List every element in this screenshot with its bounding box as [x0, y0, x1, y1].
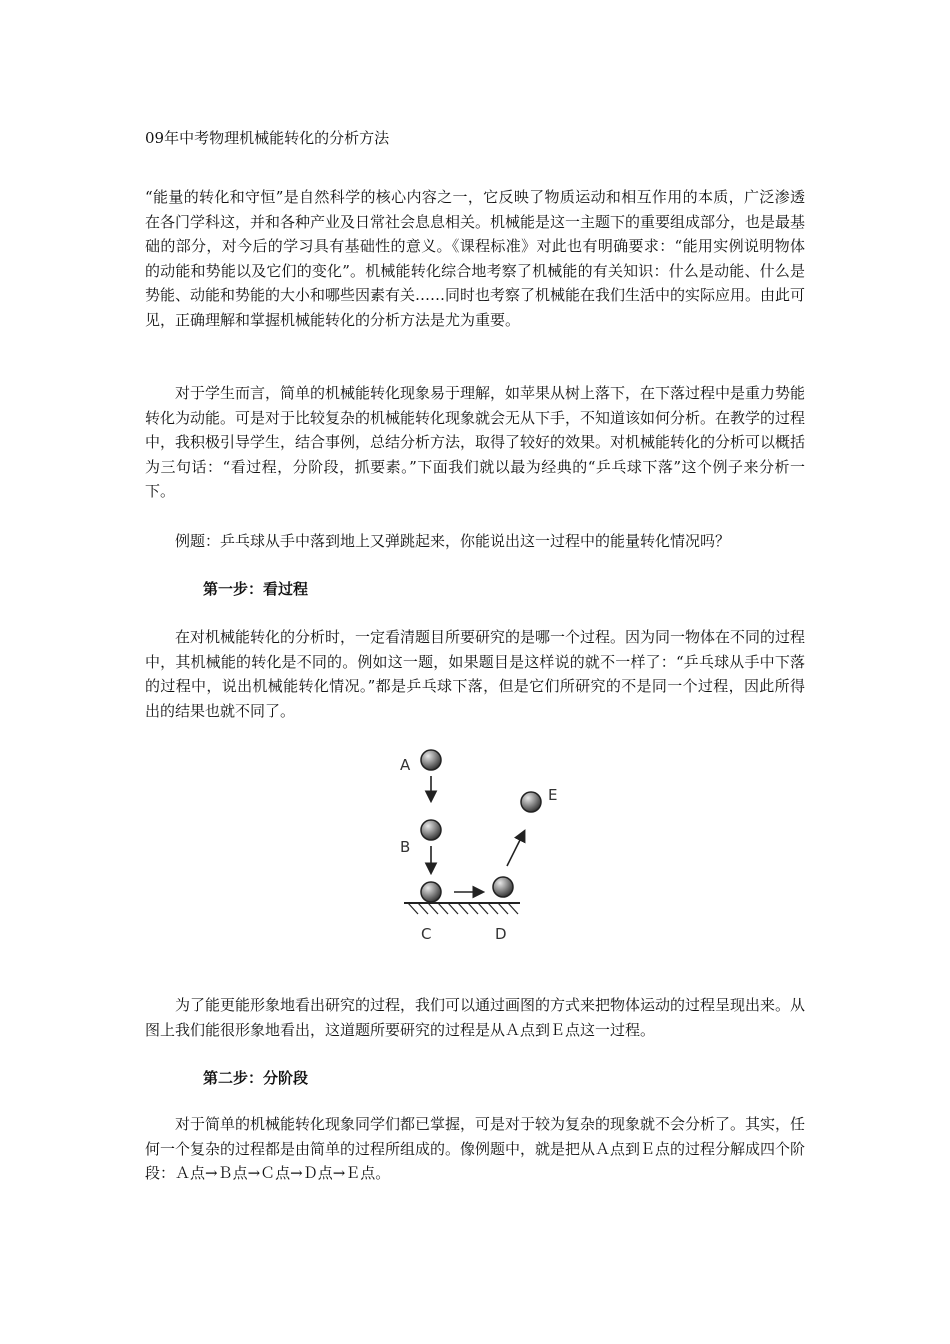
ball-d [493, 877, 513, 897]
ball-c [421, 882, 441, 902]
ball-e [521, 792, 541, 812]
label-e: E [548, 786, 558, 804]
paragraph-example: 例题：乒乓球从手中落到地上又弹跳起来，你能说出这一过程中的能量转化情况吗？ [175, 532, 731, 550]
ball-motion-figure [388, 740, 578, 955]
label-b: B [400, 838, 411, 856]
paragraph-process: 在对机械能转化的分析时，一定看清题目所要研究的是哪一个过程。因为同一物体在不同的过程中，其机械能的转化是不同的。例如这一题，如果题目是这样说的就不一样了：“乒乓球从手中下落的过程中，说出机械能转化情况。”都是乒乓球下落，但是它们所研究的不是同一个过程，因此所得出的结果也就不同了。 [145, 628, 806, 720]
label-d: D [495, 925, 507, 943]
paragraph-intro: “能量的转化和守恒”是自然科学的核心内容之一，它反映了物质运动和相互作用的本质，广泛渗透在各门学科这，并和各种产业及日常社会息息相关。机械能是这一主题下的重要组成部分，也是最基础的部分，对今后的学习具有基础性的意义。《课程标准》对此也有明确要求：“能用实例说明物体的动能和势能以及它们的变化”。机械能转化综合地考察了机械能的有关知识：什么是动能、什么是势能、动能和势能的大小和哪些因素有关……同时也考察了机械能在我们生活中的实际应用。由此可见，正确理解和掌握机械能转化的分析方法是尤为重要。 [145, 188, 806, 329]
label-c: C [421, 925, 432, 943]
paragraph-stages: 对于简单的机械能转化现象同学们都已掌握，可是对于较为复杂的现象就不会分析了。其实，任何一个复杂的过程都是由简单的过程所组成的。像例题中，就是把从Ａ点到Ｅ点的过程分解成四个阶段：Ａ点→Ｂ点→Ｃ点→Ｄ点→Ｅ点。 [145, 1115, 806, 1183]
paragraph-drawing: 为了能更能形象地看出研究的过程，我们可以通过画图的方式来把物体运动的过程呈现出来。从图上我们能很形象地看出，这道题所要研究的过程是从Ａ点到Ｅ点这一过程。 [145, 996, 806, 1039]
heading-step-two: 第二步：分阶段 [203, 1069, 309, 1087]
arrow-d-to-e [507, 832, 524, 866]
ground-surface [404, 903, 520, 914]
ball-motion-diagram [388, 740, 578, 955]
ball-a [421, 750, 441, 770]
label-a: A [400, 756, 411, 774]
ball-b [421, 820, 441, 840]
paragraph-students: 对于学生而言，简单的机械能转化现象易于理解，如苹果从树上落下，在下落过程中是重力势能转化为动能。可是对于比较复杂的机械能转化现象就会无从下手，不知道该如何分析。在教学的过程中，我积极引导学生，结合事例，总结分析方法，取得了较好的效果。对机械能转化的分析可以概括为三句话：“看过程，分阶段，抓要素。”下面我们就以最为经典的“乒乓球下落”这个例子来分析一下。 [145, 384, 806, 501]
document-title: 09年中考物理机械能转化的分析方法 [145, 129, 390, 147]
heading-step-one: 第一步：看过程 [203, 580, 309, 598]
